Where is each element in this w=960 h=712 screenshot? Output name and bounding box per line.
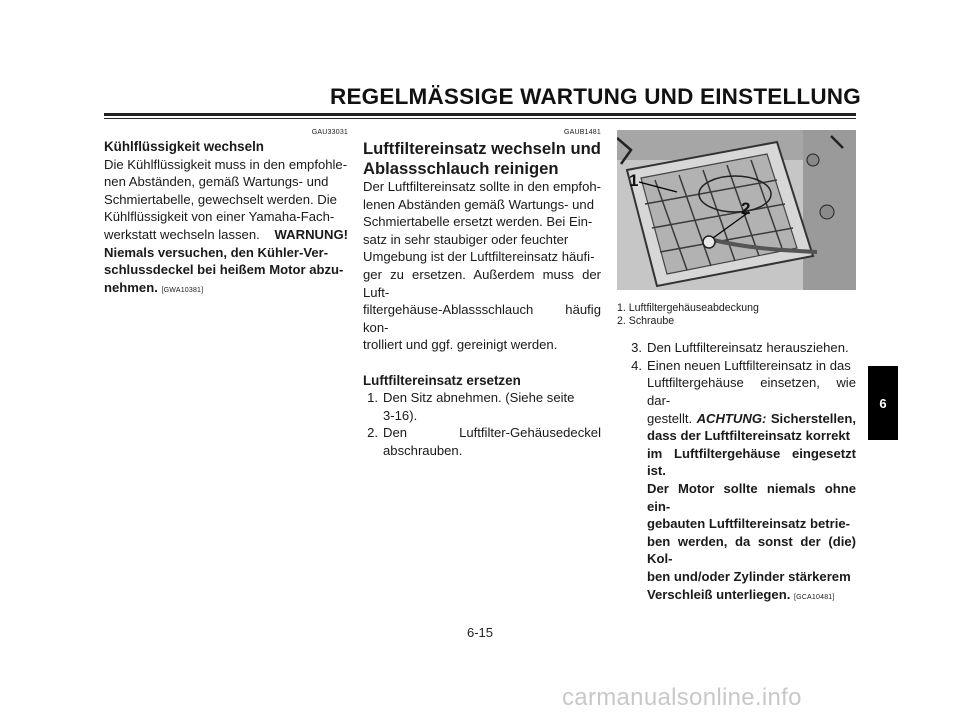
- text-line: nen Abständen, gemäß Wartungs- und: [104, 174, 329, 190]
- text-span: werkstatt wechseln lassen.: [104, 226, 260, 242]
- step-number: 1.: [367, 390, 378, 406]
- step-number: 3.: [631, 340, 642, 356]
- page-number: 6-15: [466, 625, 494, 640]
- section-heading-coolant: Kühlflüssigkeit wechseln: [104, 139, 264, 154]
- warning-text: Niemals versuchen, den Kühler-Ver-: [104, 244, 329, 260]
- step-text: Den Luftfiltereinsatz herausziehen.: [647, 340, 849, 356]
- text-line: [647, 586, 856, 607]
- coolant-paragraph: [104, 156, 348, 300]
- caution-text: ben werden, da sonst der (die) Kol-: [647, 533, 856, 567]
- text-line: Einen neuen Luftfiltereinsatz in das: [647, 357, 851, 373]
- text-line: [104, 279, 348, 300]
- heading-line: Luftfiltereinsatz wechseln und: [363, 139, 601, 158]
- text-line: Der Luftfiltereinsatz sollte in den empfoh-: [363, 179, 601, 194]
- step-item: [617, 357, 856, 606]
- page-title: REGELMÄSSIGE WARTUNG UND EINSTELLUNG: [330, 84, 861, 109]
- callout-2: 2: [741, 199, 751, 218]
- section-code: GAU33031: [311, 129, 348, 136]
- text-line: [104, 226, 348, 244]
- air-filter-photo: [617, 130, 856, 290]
- caution-text: ben und/oder Zylinder stärkerem: [647, 568, 851, 584]
- header-rule-thick: [104, 113, 856, 116]
- caution-code: [GCA10481]: [794, 593, 835, 601]
- watermark: carmanualsonline.info: [562, 684, 802, 711]
- caution-text: Der Motor sollte niemals ohne ein-: [647, 480, 856, 514]
- chapter-tab: 6: [868, 366, 898, 440]
- section-code: GAUB1481: [563, 129, 601, 136]
- step-number: 2.: [367, 425, 378, 441]
- text-line: Luftfiltergehäuse einsetzen, wie dar-: [647, 375, 856, 408]
- text-line: trolliert und ggf. gereinigt werden.: [363, 337, 558, 353]
- text-line: satz in sehr staubiger oder feuchter: [363, 231, 569, 247]
- text-line: Umgebung ist der Luftfiltereinsatz häufi-: [363, 249, 595, 265]
- text-line: Den Luftfilter-Gehäusedeckel: [383, 425, 601, 441]
- caution-text: Sicherstellen,: [770, 410, 856, 426]
- callout-1: 1: [629, 171, 639, 190]
- text-line: lenen Abständen gemäß Wartungs- und: [363, 196, 594, 212]
- text-line: abschrauben.: [383, 442, 463, 458]
- column-photo-steps: [617, 128, 856, 606]
- text-line: Schmiertabelle ersetzt werden. Bei Ein-: [363, 214, 593, 230]
- step-text: [383, 389, 601, 424]
- warning-label: WARNUNG!: [274, 226, 348, 242]
- caution-text: Verschleiß unterliegen.: [647, 586, 791, 602]
- step-text: [647, 357, 856, 606]
- air-filter-paragraph: [363, 178, 601, 354]
- text-line: filtergehäuse-Ablassschlauch häufig kon-: [363, 302, 601, 335]
- heading-line: Ablassschlauch reinigen: [363, 158, 559, 178]
- warning-text: nehmen.: [104, 279, 158, 295]
- text-line: Schmiertabelle, gewechselt werden. Die: [104, 191, 337, 207]
- text-line: Die Kühlflüssigkeit muss in den empfohle-: [104, 156, 348, 172]
- subheading-replace: Luftfiltereinsatz ersetzen: [363, 372, 521, 388]
- caption-line: 1. Luftfiltergehäuseabdeckung: [617, 302, 759, 314]
- column-coolant: [104, 128, 348, 299]
- text-line: Den Sitz abnehmen. (Siehe seite: [383, 390, 575, 406]
- photo-captions: [617, 302, 856, 327]
- step-number: 4.: [631, 357, 642, 373]
- caption-line: 2. Schraube: [617, 314, 675, 327]
- step-item: [617, 339, 856, 357]
- text-span: gestellt.: [647, 410, 693, 426]
- engine-illustration: [617, 130, 856, 290]
- warning-code: [GWA10381]: [161, 286, 204, 294]
- caution-text: gebauten Luftfiltereinsatz betrie-: [647, 516, 850, 532]
- step-item: [353, 424, 601, 459]
- warning-text: schlussdeckel bei heißem Motor abzu-: [104, 262, 344, 278]
- spacer: [363, 354, 601, 372]
- text-line: 3-16).: [383, 407, 418, 423]
- text-line: [647, 410, 856, 428]
- caution-text: im Luftfiltergehäuse eingesetzt ist.: [647, 445, 856, 479]
- text-line: ger zu ersetzen. Außerdem muss der Luft-: [363, 266, 601, 300]
- steps-continued: [617, 339, 856, 606]
- column-air-filter: [363, 128, 601, 460]
- header-rule-thin: [104, 118, 856, 119]
- text-line: Kühlflüssigkeit von einer Yamaha-Fach-: [104, 209, 335, 225]
- caution-text: dass der Luftfiltereinsatz korrekt: [647, 428, 851, 444]
- section-heading-air-filter: [363, 139, 601, 178]
- step-text: [383, 424, 601, 459]
- step-item: [353, 389, 601, 424]
- caution-label: ACHTUNG:: [696, 410, 767, 426]
